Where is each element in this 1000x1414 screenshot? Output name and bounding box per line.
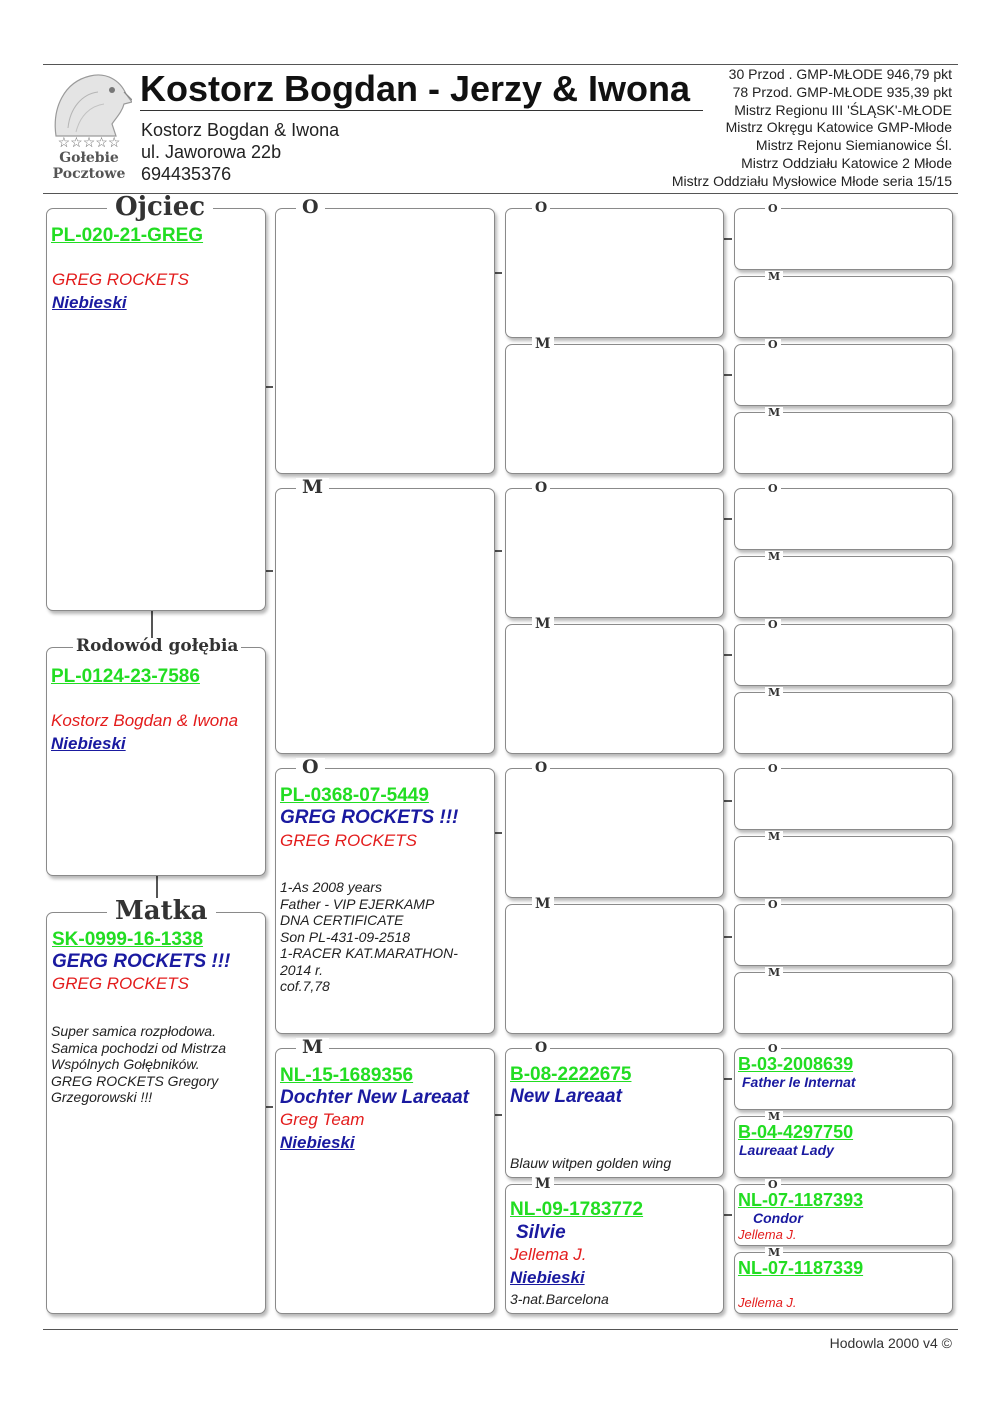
ffmm-label: M	[765, 407, 783, 418]
father-box[interactable]	[46, 192, 266, 611]
mmmm-ring: NL-07-1187339	[738, 1258, 864, 1278]
fmf-label: O	[532, 481, 550, 495]
fffm-label: M	[765, 271, 783, 282]
fmmm-box[interactable]	[734, 686, 953, 754]
mmm-box[interactable]	[505, 1176, 724, 1314]
address: ul. Jaworowa 22b	[141, 142, 282, 162]
logo	[46, 68, 132, 186]
achievement-line: 78 Przod. GMP-MŁODE 935,39 pkt	[732, 83, 952, 100]
father-ring: PL-020-21-GREG	[51, 225, 204, 246]
achievement-line: Mistrz Okręgu Katowice GMP-Młode	[725, 119, 952, 136]
fmmf-label: O	[765, 619, 781, 630]
father-color: Niebieski	[52, 293, 127, 312]
mfff-box[interactable]	[734, 762, 953, 830]
fff-label: O	[532, 201, 550, 215]
mmfm-ring: B-04-4297750	[738, 1122, 854, 1142]
father-owner: GREG ROCKETS	[52, 270, 189, 289]
footer-text: Hodowla 2000 v4 ©	[829, 1335, 952, 1351]
mm-box[interactable]	[275, 1036, 495, 1314]
mmf-ring: B-08-2222675	[510, 1064, 632, 1085]
mfm-box[interactable]	[505, 896, 724, 1034]
mfmf-box[interactable]	[734, 898, 953, 966]
mf-ring: PL-0368-07-5449	[280, 785, 429, 806]
mmm-owner: Jellema J.	[510, 1245, 587, 1264]
mf-owner: GREG ROCKETS	[280, 831, 417, 850]
mmf-label: O	[532, 1041, 550, 1055]
fm-label: M	[296, 478, 329, 497]
logo-text-2: Pocztowe	[52, 166, 126, 182]
fffm-box[interactable]	[734, 270, 953, 338]
mother-owner: GREG ROCKETS	[52, 974, 189, 993]
achievement-line: Mistrz Rejonu Siemianowice Śl.	[755, 137, 952, 154]
mother-box[interactable]	[46, 896, 266, 1314]
fmm-box[interactable]	[505, 616, 724, 754]
mfmm-label: M	[765, 967, 783, 978]
mffm-box[interactable]	[734, 830, 953, 898]
mfmf-label: O	[765, 899, 781, 910]
pigeon-logo-icon	[46, 68, 132, 140]
mfff-label: O	[765, 763, 781, 774]
mmf-box[interactable]	[505, 1040, 724, 1178]
mmmm-label: M	[765, 1247, 783, 1258]
ffm-box[interactable]	[505, 336, 724, 474]
mm-name: Dochter New Lareaat	[280, 1087, 470, 1108]
fm-box[interactable]	[275, 476, 495, 754]
achievements	[672, 66, 952, 191]
logo-stars: ☆☆☆☆☆	[57, 134, 121, 150]
title-underline	[140, 110, 703, 111]
subject-ring: PL-0124-23-7586	[51, 666, 200, 687]
ffff-box[interactable]	[734, 202, 953, 270]
mmff-name: Father le Internat	[742, 1074, 856, 1090]
ff-label: O	[296, 198, 325, 217]
owner-line: Kostorz Bogdan & Iwona	[141, 120, 340, 140]
mmm-label: M	[532, 1177, 554, 1191]
phone: 694435376	[141, 164, 232, 184]
mmf-notes: Blauw witpen golden wing	[510, 1155, 672, 1171]
subject-color: Niebieski	[51, 734, 126, 753]
fff-box[interactable]	[505, 200, 724, 338]
ffff-label: O	[765, 203, 781, 214]
mmff-ring: B-03-2008639	[738, 1054, 854, 1074]
mmfm-box[interactable]	[734, 1110, 953, 1178]
father-label: Ojciec	[107, 194, 213, 220]
mm-ring: NL-15-1689356	[280, 1065, 414, 1086]
mmmf-owner: Jellema J.	[738, 1227, 797, 1242]
mmm-color: Niebieski	[510, 1268, 585, 1287]
mmfm-label: M	[765, 1111, 783, 1122]
fmm-label: M	[532, 617, 554, 631]
mfm-label: M	[532, 897, 554, 911]
fmfm-label: M	[765, 551, 783, 562]
mf-label: O	[296, 758, 325, 777]
fmmm-label: M	[765, 687, 783, 698]
mother-notes: Super samica rozpłodowa. Samica pochodzi od Mistrza Wspólnych Gołębników. GREG ROCKETS Gregory Grzegorowski !!!	[51, 1023, 227, 1105]
mff-label: O	[532, 761, 550, 775]
mmff-label: O	[765, 1043, 781, 1054]
mffm-label: M	[765, 831, 783, 842]
mother-ring: SK-0999-16-1338	[52, 929, 204, 950]
mf-notes: 1-As 2008 years Father - VIP EJERKAMP DNA CERTIFICATE Son PL-431-09-2518 1-RACER KAT.MARATHON- 2014 r. cof.7,78	[280, 879, 458, 994]
mf-box[interactable]	[275, 756, 495, 1034]
mmm-name: Silvie	[516, 1222, 566, 1243]
mother-name: GERG ROCKETS !!!	[52, 951, 231, 972]
mmmm-owner: Jellema J.	[738, 1295, 797, 1310]
mmmf-label: O	[765, 1179, 781, 1190]
ffm-label: M	[532, 337, 554, 351]
breeder-title: Kostorz Bogdan - Jerzy & Iwona	[140, 68, 691, 109]
mff-box[interactable]	[505, 760, 724, 898]
mfmm-box[interactable]	[734, 966, 953, 1034]
mm-label: M	[296, 1038, 329, 1057]
achievement-line: 30 Przod . GMP-MŁODE 946,79 pkt	[728, 66, 952, 82]
mmfm-name: Laureaat Lady	[739, 1142, 834, 1158]
achievement-line: Mistrz Oddziału Mysłowice Młode seria 15/15	[671, 172, 952, 189]
subject-owner: Kostorz Bogdan & Iwona	[51, 711, 239, 730]
achievement-line: Mistrz Regionu III 'ŚLĄSK'-MŁODE	[734, 101, 952, 118]
fmmf-box[interactable]	[734, 618, 953, 686]
mmff-box[interactable]	[734, 1042, 953, 1110]
subject-box[interactable]	[46, 636, 266, 876]
fmf-box[interactable]	[505, 480, 724, 618]
mm-color: Niebieski	[280, 1133, 355, 1152]
mmm-ring: NL-09-1783772	[510, 1199, 644, 1220]
ffmf-box[interactable]	[734, 338, 953, 406]
mm-owner: Greg Team	[280, 1110, 365, 1129]
mmm-notes: 3-nat.Barcelona	[510, 1291, 609, 1307]
fmff-box[interactable]	[734, 482, 953, 550]
ff-box[interactable]	[275, 196, 495, 474]
pedigree-label: Rodowód gołębia	[73, 638, 241, 655]
mmmf-ring: NL-07-1187393	[738, 1190, 864, 1210]
logo-text-1: Gołebie	[59, 150, 119, 166]
mmmm-box[interactable]	[734, 1246, 953, 1314]
mmf-name: New Lareaat	[510, 1086, 622, 1107]
mmmf-box[interactable]	[734, 1178, 953, 1246]
mother-label: Matka	[107, 898, 216, 924]
fmfm-box[interactable]	[734, 550, 953, 618]
mf-name: GREG ROCKETS !!!	[280, 807, 459, 828]
achievement-line: Mistrz Oddziału Katowice 2 Młode	[741, 154, 952, 171]
ffmf-label: O	[765, 339, 781, 350]
fmff-label: O	[765, 483, 781, 494]
mmmf-name: Condor	[753, 1210, 803, 1226]
ffmm-box[interactable]	[734, 406, 953, 474]
